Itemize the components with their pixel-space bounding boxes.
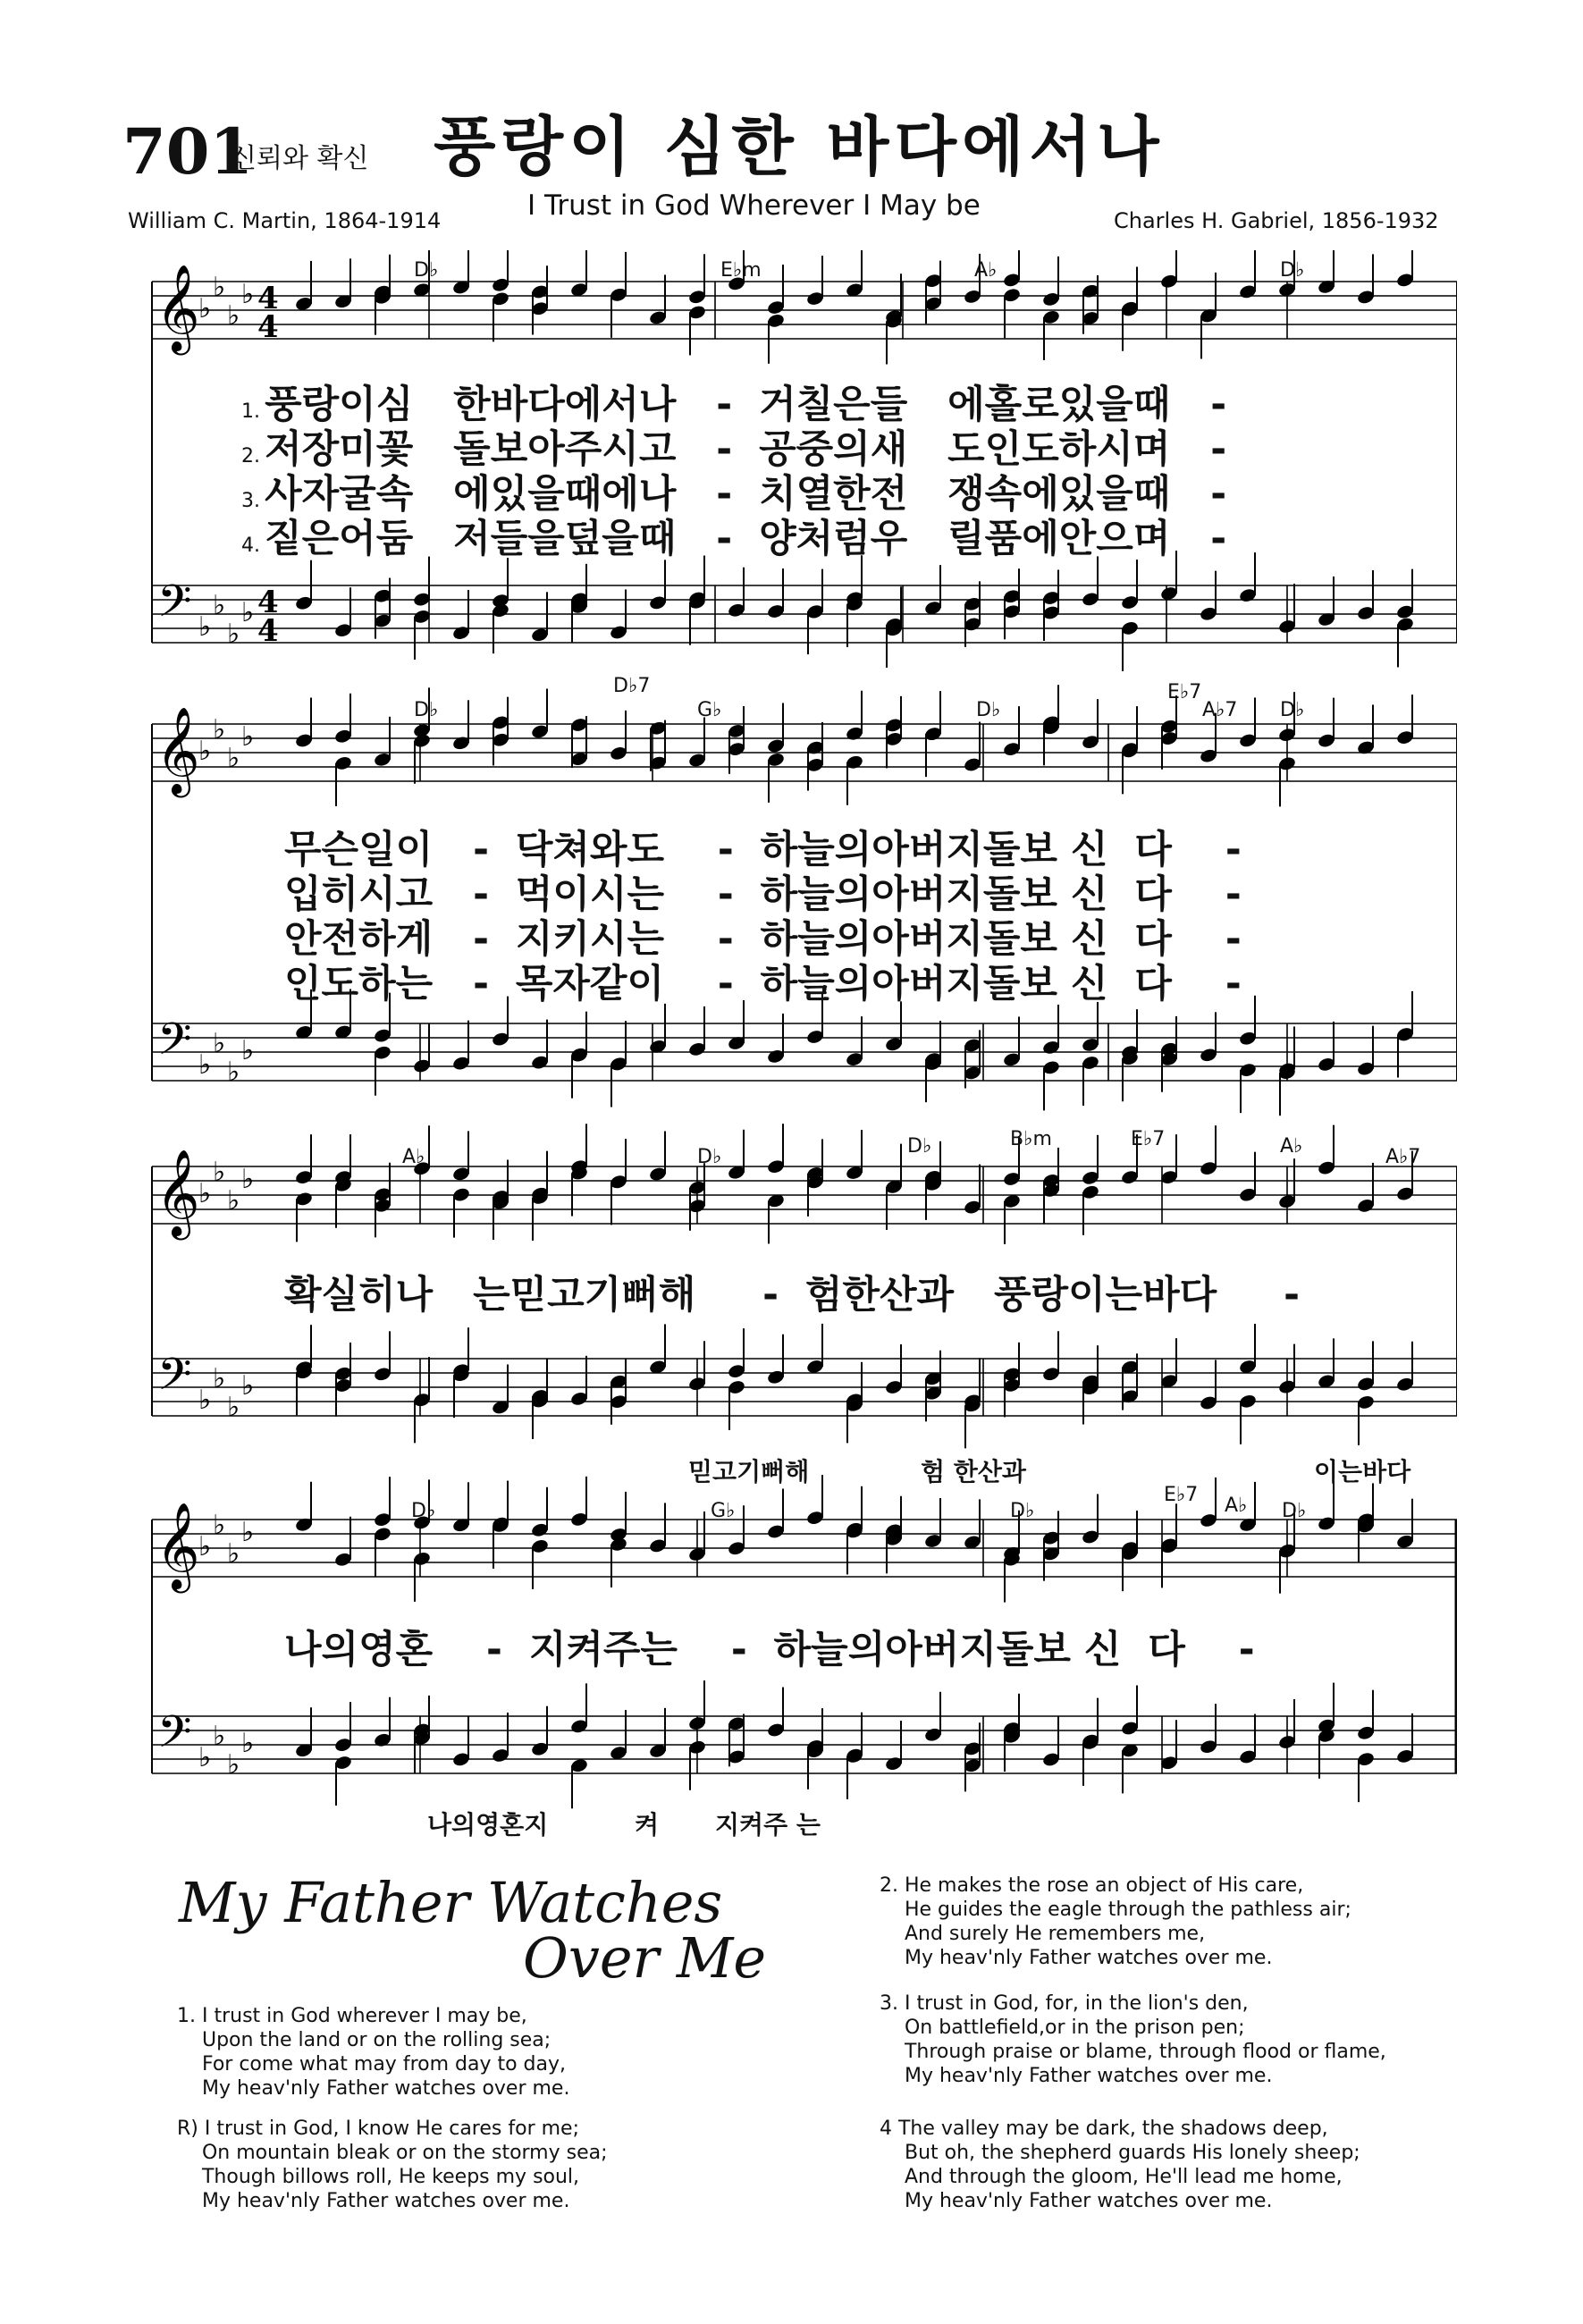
english-stanza-2: 2. He makes the rose an object of His care, He guides the eagle through the pathless air; And surely He remembers me, My heav'nly Father watches over me. [880,1874,1351,1969]
chord-symbol: E♭m [720,259,762,282]
flat-sign: ♭ [241,597,255,628]
hymn-number: 701 [122,114,254,189]
lyric-line: 사자굴속 에있을때에나 - 치열한전 쟁속에있을때 - [265,472,1227,517]
lyric-line: 풍랑이심 한바다에서나 - 거칠은들 에홀로있을때 - [265,383,1227,427]
chord-symbol: G♭ [697,699,722,721]
flat-sign: ♭ [198,736,212,767]
lyrics-system-4: 나의영혼 - 지켜주는 - 하늘의아버지돌보 신 다 - [284,1628,1255,1672]
chord-symbol: D♭ [1280,699,1305,721]
chord-symbol: A♭ [1225,1495,1248,1517]
chord-symbol: D♭ [976,699,1001,721]
english-stanza-4: 4 The valley may be dark, the shadows deep, But oh, the shepherd guards His lonely sheep; And through the gloom, He'll lead me home, My heav'nly Father watches over me. [880,2118,1360,2212]
lyric-line: 안전하게 - 지키시는 - 하늘의아버지돌보 신 다 - [284,917,1242,962]
english-title: I Trust in God Wherever I May be [527,189,981,222]
chord-symbol: D♭ [1010,1500,1035,1522]
lyric-line: 저장미꽃 돌보아주시고 - 공중의새 도인도하시며 - [265,427,1227,472]
bass-clef-icon: 𝄢 [157,1014,192,1076]
flat-sign: ♭ [241,1164,255,1195]
korean-title: 풍랑이 심한 바다에서나 [434,109,1165,184]
flat-sign: ♭ [213,714,226,745]
bass-lyric: 험 한산과 [921,1457,1026,1486]
lyrics-system-3: 확실히나 는믿고기뻐해 - 험한산과 풍랑이는바다 - [284,1273,1300,1318]
chord-symbol: A♭ [974,259,998,282]
verse-number: 1. [241,400,260,423]
flat-sign: ♭ [198,293,212,324]
flat-sign: ♭ [227,1392,240,1423]
flat-sign: ♭ [241,1728,255,1759]
verse-number: 2. [241,445,260,467]
flat-sign: ♭ [241,721,255,753]
lyric-line: 입히시고 - 먹이시는 - 하늘의아버지돌보 신 다 - [284,872,1242,917]
lyricist-credit: William C. Martin, 1864-1914 [128,208,442,233]
flat-sign: ♭ [241,1370,255,1402]
flat-sign: ♭ [198,1385,212,1416]
lyric-line: 짙은어둠 저들을덮을때 - 양처럼우 릴품에안으며 - [265,517,1227,561]
flat-sign: ♭ [227,1185,240,1217]
chord-symbol: B♭m [1010,1128,1052,1150]
time-signature: 4 [257,281,279,316]
chord-symbol: D♭ [1282,1500,1307,1522]
chord-symbol: A♭ [1280,1135,1303,1158]
verse-number: 4. [241,535,260,557]
bass-lyric: 이는바다 [1314,1457,1411,1486]
english-stanza-3: 3. I trust in God, for, in the lion's den, On battlefield,or in the prison pen; Through praise or blame, through flood or flame, My heav'nly Father watches over me. [880,1992,1386,2087]
chord-symbol: D♭ [414,699,439,721]
chord-symbol: E♭7 [1164,1484,1199,1506]
hymn-category: 신뢰와 확신 [231,143,369,174]
flat-sign: ♭ [213,1721,226,1752]
bass-lyric: 지켜주 는 [715,1810,821,1840]
bass-lyric: 믿고기뻐해 [688,1457,810,1486]
flat-sign: ♭ [227,743,240,774]
treble-clef-icon: 𝄞 [156,264,200,351]
flat-sign: ♭ [241,1035,255,1066]
chord-symbol: D♭ [1280,259,1305,282]
chord-symbol: D♭ [907,1135,932,1158]
chord-symbol: A♭7 [1385,1146,1421,1168]
flat-sign: ♭ [227,619,240,650]
time-signature: 4 [257,585,279,620]
flat-sign: ♭ [213,1157,226,1188]
time-signature: 4 [257,613,279,649]
lyrics-system-1 [241,383,1227,565]
flat-sign: ♭ [198,1531,212,1562]
lyric-line: 인도하는 - 목자같이 - 하늘의아버지돌보 신 다 - [284,962,1242,1006]
english-hymn-title-line2: Over Me [523,1925,767,1991]
flat-sign: ♭ [213,1028,226,1059]
bass-clef-icon: 𝄢 [157,576,192,638]
flat-sign: ♭ [227,1749,240,1781]
bass-lyric: 나의영혼지 [427,1810,549,1840]
treble-clef-icon: 𝄞 [156,1502,200,1589]
treble-clef-icon: 𝄞 [156,1149,200,1236]
flat-sign: ♭ [213,1510,226,1541]
flat-sign: ♭ [241,1517,255,1548]
chord-symbol: A♭7 [1202,699,1238,721]
english-stanza-1: 1. I trust in God wherever I may be, Upon the land or on the rolling sea; For come what may from day to day, My heav'nly Father watches over me. [177,2005,570,2100]
treble-clef-icon: 𝄞 [156,706,200,794]
chord-symbol: D♭ [414,259,439,282]
english-refrain: R) I trust in God, I know He cares for me; On mountain bleak or on the stormy sea; Though billows roll, He keeps my soul, My heav'nly Father watches over me. [177,2118,608,2212]
flat-sign: ♭ [227,1057,240,1088]
bass-clef-icon: 𝄢 [157,1706,192,1769]
flat-sign: ♭ [227,1538,240,1570]
lyrics-system-2 [284,828,1242,1010]
chord-symbol: D♭ [697,1146,722,1168]
flat-sign: ♭ [198,1049,212,1081]
bass-lyric: 켜 [635,1810,660,1840]
composer-credit: Charles H. Gabriel, 1856-1932 [1114,208,1439,233]
flat-sign: ♭ [198,1178,212,1209]
flat-sign: ♭ [213,1363,226,1394]
flat-sign: ♭ [227,300,240,332]
chord-symbol: D♭ [411,1500,436,1522]
flat-sign: ♭ [241,279,255,310]
lyric-line: 무슨일이 - 닥쳐와도 - 하늘의아버지돌보 신 다 - [284,828,1242,872]
flat-sign: ♭ [213,590,226,621]
flat-sign: ♭ [198,611,212,643]
time-signature: 4 [257,309,279,345]
verse-number: 3. [241,490,260,512]
chord-symbol: D♭7 [613,675,651,697]
flat-sign: ♭ [213,272,226,303]
chord-symbol: A♭ [402,1146,425,1168]
bass-clef-icon: 𝄢 [157,1349,192,1411]
chord-symbol: G♭ [711,1500,736,1522]
english-hymn-title-line1: My Father Watches [179,1870,723,1935]
chord-symbol: E♭7 [1131,1128,1166,1150]
chord-symbol: E♭7 [1167,681,1202,703]
flat-sign: ♭ [198,1742,212,1773]
